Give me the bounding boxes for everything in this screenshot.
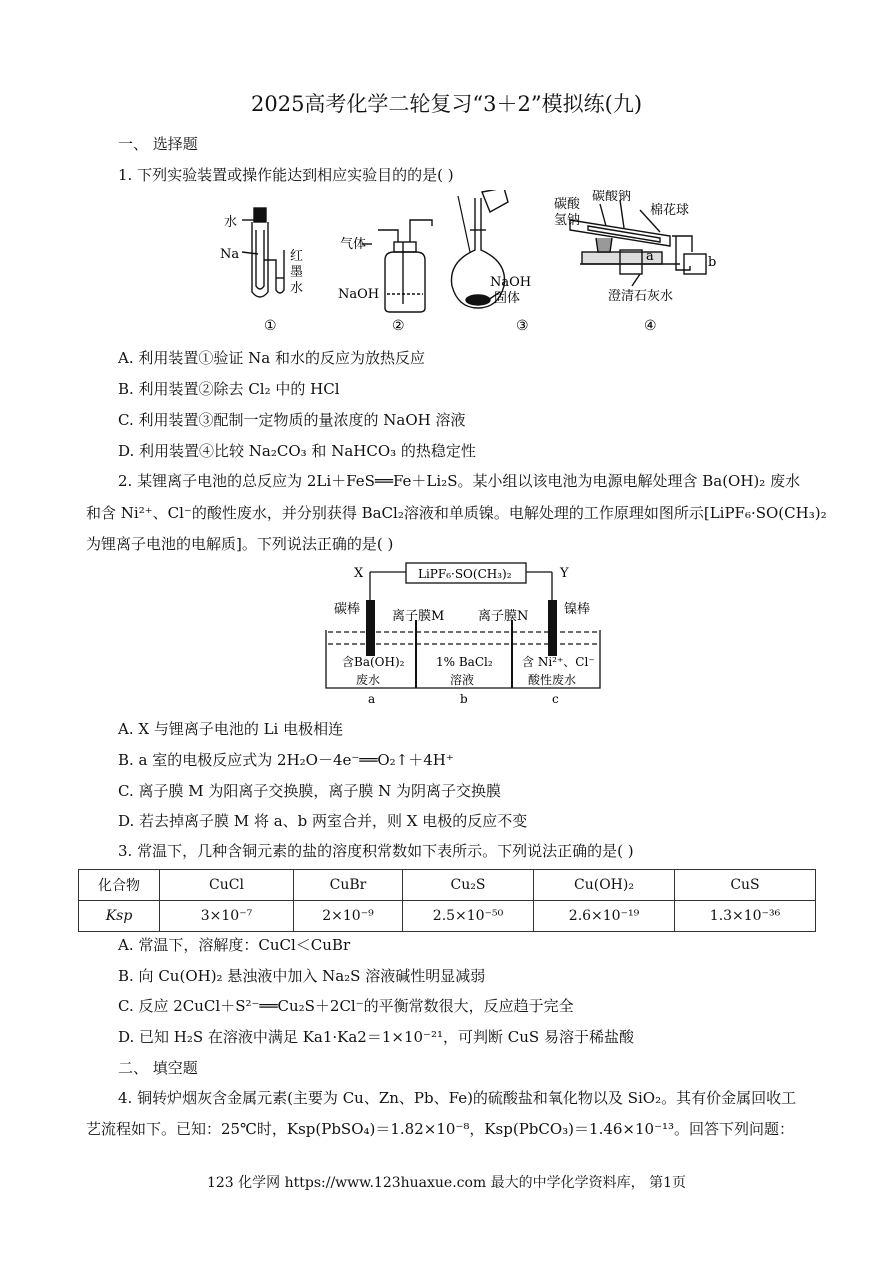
u-tube-icon [264,250,284,293]
table-header-cell: CuCl [160,870,294,901]
q2-stem-line1: 2. 某锂离子电池的总反应为 2Li＋FeS══Fe＋Li₂S。某小组以该电池为电源电解处理含 Ba(OH)₂ 废水 [118,472,801,490]
table-header-cell: Cu₂S [403,870,534,901]
burner-icon [596,238,612,252]
label-room-c-2: 酸性废水 [528,673,577,687]
label-room-a-2: 废水 [356,673,381,687]
beaker-icon [482,190,508,212]
table-header-row [79,870,816,901]
q3-stem: 3. 常温下，几种含铜元素的盐的溶度积常数如下表所示。下列说法正确的是( ) [118,842,634,860]
label-b: b [708,255,717,270]
label-room-c-1: 含 Ni²⁺、Cl⁻ [522,655,595,669]
label-gas: 气体 [340,237,367,252]
q2-stem-line3: 为锂离子电池的电解质]。下列说法正确的是( ) [86,535,394,553]
section-heading-choice: 一、 选择题 [118,135,198,153]
label-y: Y [560,566,569,581]
q2-option-b: B. a 室的电极反应式为 2H₂O－4e⁻══O₂↑＋4H⁺ [118,751,454,769]
device-number-2: ② [392,318,405,334]
q4-stem-line2: 艺流程如下。已知：25℃时，Ksp(PbSO₄)＝1.82×10⁻⁸，Ksp(PbCO₃)＝1.46×10⁻¹³。回答下列问题： [86,1120,795,1138]
label-electrolyte: LiPF₆·SO(CH₃)₂ [418,567,512,581]
table-cell: 2.5×10⁻⁵⁰ [403,901,534,932]
label-room-b-1: 1% BaCl₂ [436,655,493,669]
table-header-cell: CuS [675,870,816,901]
table-cell: 2×10⁻⁹ [294,901,403,932]
q2-option-d: D. 若去掉离子膜 M 将 a、b 两室合并，则 X 电极的反应不变 [118,812,528,830]
label-nahco3-2: 氢钠 [554,213,581,228]
label-membrane-m: 离子膜M [392,609,445,624]
q2-option-a: A. X 与锂离子电池的 Li 电极相连 [118,720,344,738]
label-limewater: 澄清石灰水 [608,289,674,304]
label-naoh: NaOH [338,287,380,302]
outer-tube-icon [570,220,670,246]
q1-option-c: C. 利用装置③配制一定物质的量浓度的 NaOH 溶液 [118,411,466,429]
q2-stem-line2: 和含 Ni²⁺、Cl⁻的酸性废水，并分别获得 BaCl₂溶液和单质镍。电解处理的工作原理如图所示[LiPF₆·SO(CH₃)₂ [86,504,827,522]
q1-option-b: B. 利用装置②除去 Cl₂ 中的 HCl [118,380,340,398]
nickel-rod-icon [548,600,557,656]
table-cell: 1.3×10⁻³⁶ [675,901,816,932]
q3-option-d: D. 已知 H₂S 在溶液中满足 Ka1·Ka2＝1×10⁻²¹，可判断 CuS 易溶于稀盐酸 [118,1028,634,1046]
device-number-1: ① [264,318,277,334]
label-membrane-n: 离子膜N [478,609,529,624]
label-naoh-solid-2: 固体 [494,291,521,306]
label-a: a [646,249,654,264]
label-carbon-rod: 碳棒 [334,602,361,617]
label-room-c: c [552,692,559,706]
label-room-b: b [460,692,468,706]
table-header-cell: 化合物 [79,870,160,901]
q2-option-c: C. 离子膜 M 为阳离子交换膜，离子膜 N 为阴离子交换膜 [118,782,502,800]
table-row-label: Ksp [79,901,160,932]
table-header-cell: CuBr [294,870,403,901]
label-water: 水 [224,215,238,230]
ksp-table [78,869,816,932]
label-room-a-1: 含Ba(OH)₂ [342,655,405,669]
label-cotton: 棉花球 [650,203,690,218]
q1-option-a: A. 利用装置①验证 Na 和水的反应为放热反应 [118,349,425,367]
label-red-ink-1: 红 [290,249,304,264]
q3-option-b: B. 向 Cu(OH)₂ 悬浊液中加入 Na₂S 溶液碱性明显减弱 [118,967,486,985]
label-x: X [354,566,364,581]
label-room-a: a [368,692,376,706]
q3-option-a: A. 常温下，溶解度：CuCl＜CuBr [118,936,351,954]
stopper-icon [254,208,266,222]
label-naoh-solid-1: NaOH [490,275,532,290]
label-na2co3: 碳酸钠 [592,190,632,204]
label-nahco3-1: 碳酸 [554,197,581,212]
label-room-b-2: 溶液 [450,673,475,687]
device-number-4: ④ [644,318,657,334]
table-header-cell: Cu(OH)₂ [534,870,675,901]
wash-bottle-icon [385,252,425,312]
table-row [79,901,816,932]
label-na: Na [220,247,240,262]
label-red-ink-3: 水 [290,281,304,296]
label-nickel-rod: 镍棒 [564,602,591,617]
device-number-3: ③ [516,318,529,334]
beaker-b-icon [684,254,706,274]
table-cell: 2.6×10⁻¹⁹ [534,901,675,932]
q4-stem-line1: 4. 铜转炉烟灰含金属元素(主要为 Cu、Zn、Pb、Fe)的硫酸盐和氧化物以及 SiO₂。其有价金属回收工 [118,1089,797,1107]
q1-stem: 1. 下列实验装置或操作能达到相应实验目的的是( ) [118,166,454,184]
table-cell: 3×10⁻⁷ [160,901,294,932]
q1-apparatus-figure [220,190,720,340]
label-red-ink-2: 墨 [290,265,304,280]
q1-option-d: D. 利用装置④比较 Na₂CO₃ 和 NaHCO₃ 的热稳定性 [118,442,476,460]
q3-option-c: C. 反应 2CuCl＋S²⁻══Cu₂S＋2Cl⁻的平衡常数很大，反应趋于完全 [118,997,574,1015]
carbon-rod-icon [366,600,375,656]
q2-electrolysis-figure [320,560,610,708]
section-heading-fill: 二、 填空题 [118,1059,198,1077]
page-footer: 123 化学网 https://www.123huaxue.com 最大的中学化学资料库， 第1页 [206,1175,687,1191]
page-title: 2025高考化学二轮复习“3＋2”模拟练(九) [250,92,643,116]
